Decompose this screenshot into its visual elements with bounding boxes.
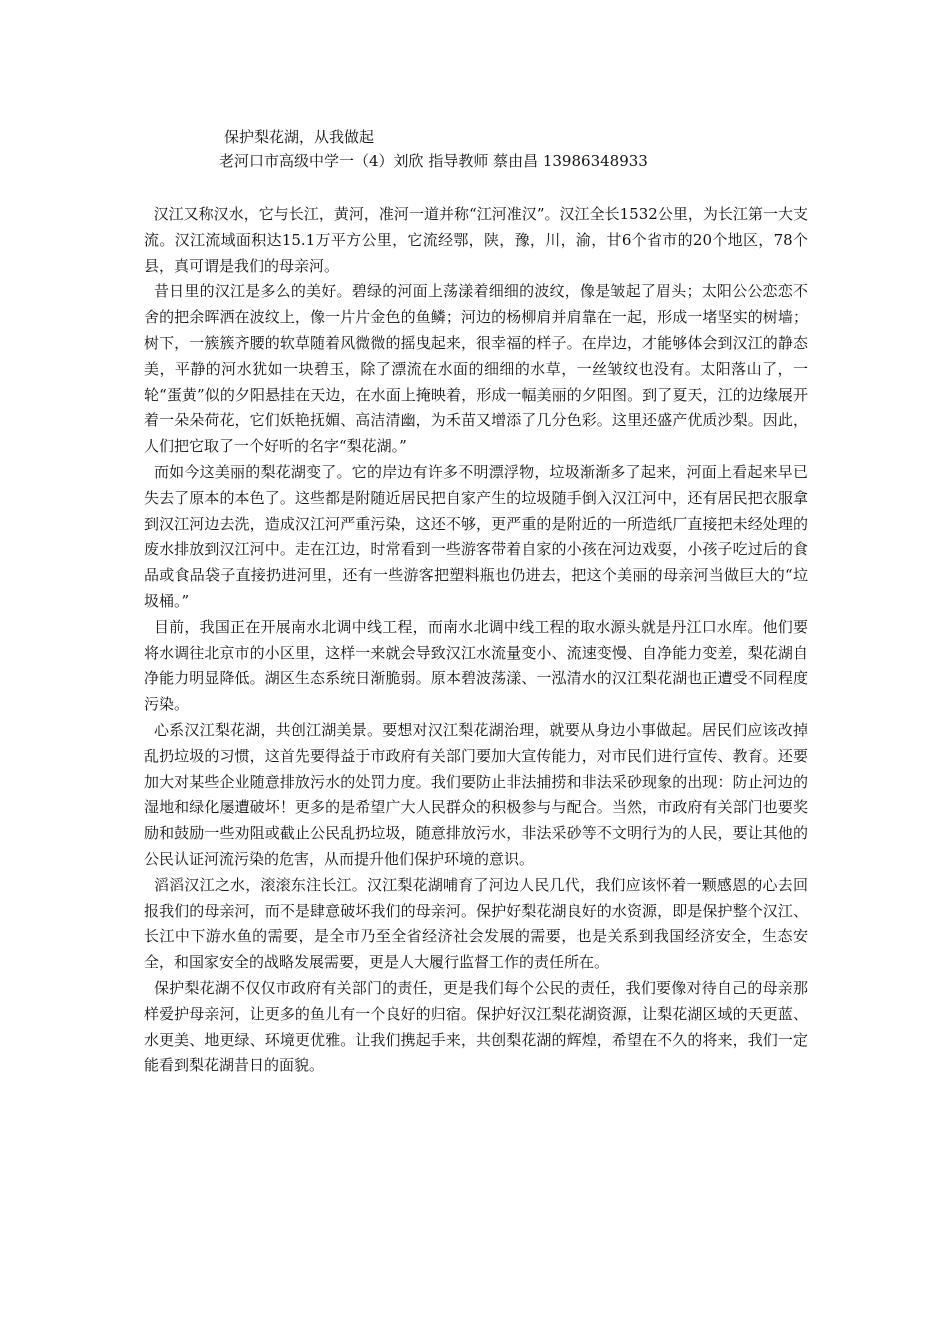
paragraph-past: 昔日里的汉江是多么的美好。碧绿的河面上荡漾着细细的波纹，像是皱起了眉头；太阳公公恋恋不舍的把余晖洒在波纹上，像一片片金色的鱼鳞；河边的杨柳肩并肩靠在一起，形成一堵坚实的树墙；树下，一簇簇齐腰的软草随着风微微的摇曳起来，很幸福的样子。在岸边，才能够体会到汉江的静态美，平静的河水犹如一块碧玉，除了漂流在水面的细细的水草，一丝皱纹也没有。太阳落山了，一轮“蛋黄”似的夕阳悬挂在天边，在水面上掩映着，形成一幅美丽的夕阳图。到了夏天，江的边缘展开着一朵朵荷花，它们妖艳抚媚、高洁清幽，为禾苗又增添了几分色彩。这里还盛产优质沙梨。因此，人们把它取了一个好听的名字“梨花湖。” — [144, 282, 808, 456]
document-body — [144, 202, 808, 1079]
paragraph-water-diversion: 目前，我国正在开展南水北调中线工程，而南水北调中线工程的取水源头就是丹江口水库。他们要将水调往北京市的小区里，这样一来就会导致汉江水流量变小、流速变慢、自净能力变差，梨花湖自净能力明显降低。湖区生态系统日渐脆弱。原本碧波荡漾、一泓清水的汉江梨花湖也正遭受不同程度污染。 — [144, 617, 808, 714]
paragraph-conclusion: 保护梨花湖不仅仅市政府有关部门的责任，更是我们每个公民的责任，我们要像对待自己的母亲那样爱护母亲河，让更多的鱼儿有一个良好的归宿。保护好汉江梨花湖资源，让梨花湖区域的天更蓝、水更美、地更绿、环境更优雅。让我们携起手来，共创梨花湖的辉煌，希望在不久的将来，我们一定能看到梨花湖昔日的面貌。 — [144, 978, 808, 1075]
paragraph-present: 而如今这美丽的梨花湖变了。它的岸边有许多不明漂浮物，垃圾渐渐多了起来，河面上看起来早已失去了原本的本色了。这些都是附随近居民把自家产生的垃圾随手倒入汉江河中，还有居民把衣服拿到汉江河边去洗，造成汉江河严重污染，这还不够，更严重的是附近的一所造纸厂直接把未经处理的废水排放到汉江河中。走在江边，时常看到一些游客带着自家的小孩在河边戏耍，小孩子吃过后的食品或食品袋子直接扔进河里，还有一些游客把塑料瓶也仍进去，把这个美丽的母亲河当做巨大的“垃圾桶。” — [144, 462, 808, 610]
paragraph-gratitude: 滔滔汉江之水，滚滚东注长江。汉江梨花湖哺育了河边人民几代，我们应该怀着一颗感恩的心去回报我们的母亲河，而不是肆意破坏我们的母亲河。保护好梨花湖良好的水资源，即是保护整个汉江、长江中下游水鱼的需要，是全市乃至全省经济社会发展的需要，也是关系到我国经济安全，生态安全，和国家安全的战略发展需要，更是人大履行监督工作的责任所在。 — [144, 875, 808, 972]
document-title: 保护梨花湖，从我做起 — [224, 128, 375, 146]
paragraph-action: 心系汉江梨花湖，共创江湖美景。要想对汉江梨花湖治理，就要从身边小事做起。居民们应该改掉乱扔垃圾的习惯，这首先要得益于市政府有关部门要加大宣传能力，对市民们进行宣传、教育。还要加大对某些企业随意排放污水的处罚力度。我们要防止非法捕捞和非法采砂现象的出现：防止河边的湿地和绿化屡遭破坏！更多的是希望广大人民群众的积极参与与配合。当然，市政府有关部门也要奖励和鼓励一些劝阻或截止公民乱扔垃圾，随意排放污水，非法采砂等不文明行为的人民，要让其他的公民认证河流污染的危害，从而提升他们保护环境的意识。 — [144, 720, 808, 868]
paragraph-intro: 汉江又称汉水，它与长江，黄河，准河一道并称“江河准汉”。汉江全长1532公里，为长江第一大支流。汉江流域面积达15.1万平方公里，它流经鄂，陕，豫，川，渝，甘6个省市的20个地区，78个县，真可谓是我们的母亲河。 — [144, 205, 809, 275]
author-byline: 老河口市高级中学一（4）刘欣 指导教师 蔡由昌 13986348933 — [219, 152, 648, 170]
